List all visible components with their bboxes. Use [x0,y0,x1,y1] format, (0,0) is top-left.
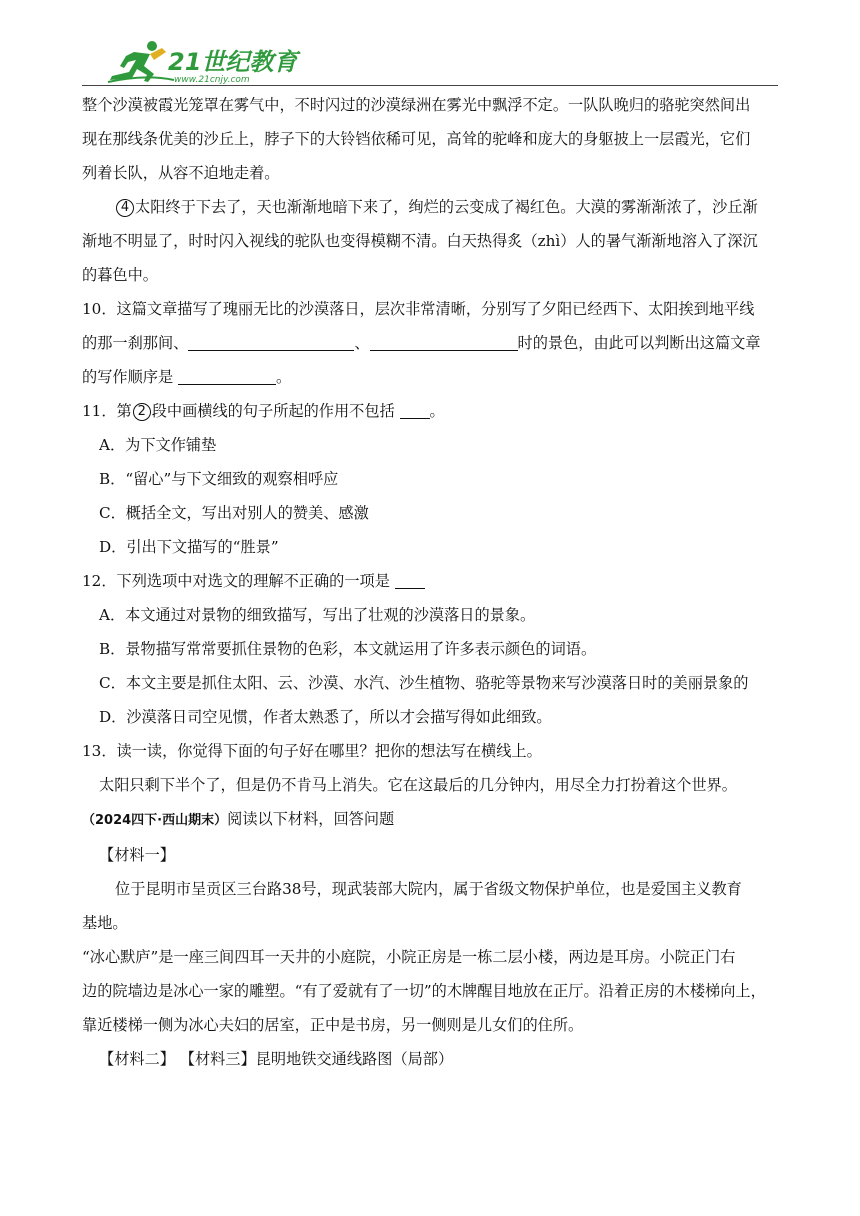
material-1-line: 基地。 [82,914,128,932]
q10-separator: 、 [354,334,370,352]
question-12 [82,564,782,598]
passage-paragraph-4 [82,190,782,224]
question-10-line [82,326,782,360]
material-3-text: 昆明地铁交通线路图（局部） [255,1050,454,1068]
q11-text: 段中画横线的句子所起的作用不包括 [151,402,400,420]
passage-line: 渐地不明显了，时时闪入视线的驼队也变得模糊不清。白天热得炙（zhì）人的暑气渐渐地溶入了深沉 [82,232,758,250]
question-11 [82,394,782,428]
answer-blank[interactable] [178,364,276,385]
answer-blank[interactable] [370,330,518,351]
q12-option-c[interactable]: C．本文主要是抓住太阳、云、沙漠、水汽、沙生植物、骆驼等景物来写沙漠落日时的美丽景象的 [99,674,749,692]
passage-text: 太阳终于下去了，天也渐渐地暗下来了，绚烂的云变成了褐红色。大漠的雾渐渐浓了，沙丘渐 [135,198,758,216]
page-header [82,28,778,88]
section-intro [82,802,782,838]
material-1-title: 【材料一】 [99,846,175,864]
passage-line: 的暮色中。 [82,266,158,284]
passage-line: 现在那线条优美的沙丘上，脖子下的大铃铛依稀可见，高耸的驼峰和庞大的身躯披上一层霞光，它们 [82,130,751,148]
materials-2-3 [82,1042,782,1076]
material-1-line: “冰心默庐”是一座三间四耳一天井的小庭院，小院正房是一栋二层小楼，两边是耳房。小院正门右 [82,948,736,966]
logo-text: 21世纪教育 [168,48,298,76]
q13-sentence: 太阳只剩下半个了，但是仍不肯马上消失。它在这最后的几分钟内，用尽全力打扮着这个世界。 [99,776,737,794]
question-10-line [82,360,782,394]
passage-line: 列着长队，从容不迫地走着。 [82,164,280,182]
header-rule [82,85,778,86]
logo-url: www.21cnjy.com [174,75,250,85]
site-logo [104,38,298,85]
q12-option-a[interactable]: A．本文通过对景物的细致描写，写出了壮观的沙漠落日的景象。 [99,606,536,624]
q11-option-a[interactable]: A．为下文作铺垫 [99,436,217,454]
material-1-line: 靠近楼梯一侧为冰心夫妇的居室，正中是书房，另一侧则是儿女们的住所。 [82,1016,584,1034]
material-1-line: 位于昆明市呈贡区三台路38号，现武装部大院内，属于省级文物保护单位，也是爱国主义教育 [115,880,742,898]
q10-text: 的写作顺序是 [82,368,178,386]
q12-option-d[interactable]: D．沙漠落日司空见惯，作者太熟悉了，所以才会描写得如此细致。 [99,708,552,726]
paragraph-number: 4 [116,199,134,217]
q11-text: 。 [429,402,445,420]
q12-option-b[interactable]: B．景物描写常常要抓住景物的色彩，本文就运用了许多表示颜色的词语。 [99,640,597,658]
q10-text: 。 [275,368,292,386]
passage-line: 整个沙漠被霞光笼罩在雾气中，不时闪过的沙漠绿洲在雾光中飘浮不定。一队队晚归的骆驼突然间出 [82,96,751,114]
q11-text: 11．第 [82,402,132,420]
material-1-line: 边的院墙边是冰心一家的雕塑。“有了爱就有了一切”的木牌醒目地放在正厅。沿着正房的木楼梯向上， [82,982,766,1000]
q12-text: 12．下列选项中对选文的理解不正确的一项是 [82,572,395,590]
paragraph-number: 2 [133,403,151,421]
answer-blank[interactable] [188,330,354,351]
q11-option-c[interactable]: C．概括全文，写出对别人的赞美、感激 [99,504,369,522]
material-2-title: 【材料二】 [99,1050,175,1068]
question-10: 10．这篇文章描写了瑰丽无比的沙漠落日，层次非常清晰，分别写了夕阳已经西下、太阳挨到地平线 [82,300,755,318]
q10-text: 的那一刹那间、 [82,334,189,352]
document-body [82,88,782,1076]
q10-text: 时的景色，由此可以判断出这篇文章 [517,334,761,352]
answer-blank[interactable] [395,568,425,589]
question-13: 13．读一读，你觉得下面的句子好在哪里？把你的想法写在横线上。 [82,742,542,760]
answer-blank[interactable] [400,398,430,419]
intro-text: 阅读以下材料，回答问题 [227,810,395,828]
q11-option-d[interactable]: D．引出下文描写的“胜景” [99,538,279,556]
material-3-title: 【材料三】 [179,1050,256,1068]
q11-option-b[interactable]: B．“留心”与下文细致的观察相呼应 [99,470,339,488]
runner-icon [108,41,174,82]
source-tag: （2024四下·西山期末） [82,813,228,828]
